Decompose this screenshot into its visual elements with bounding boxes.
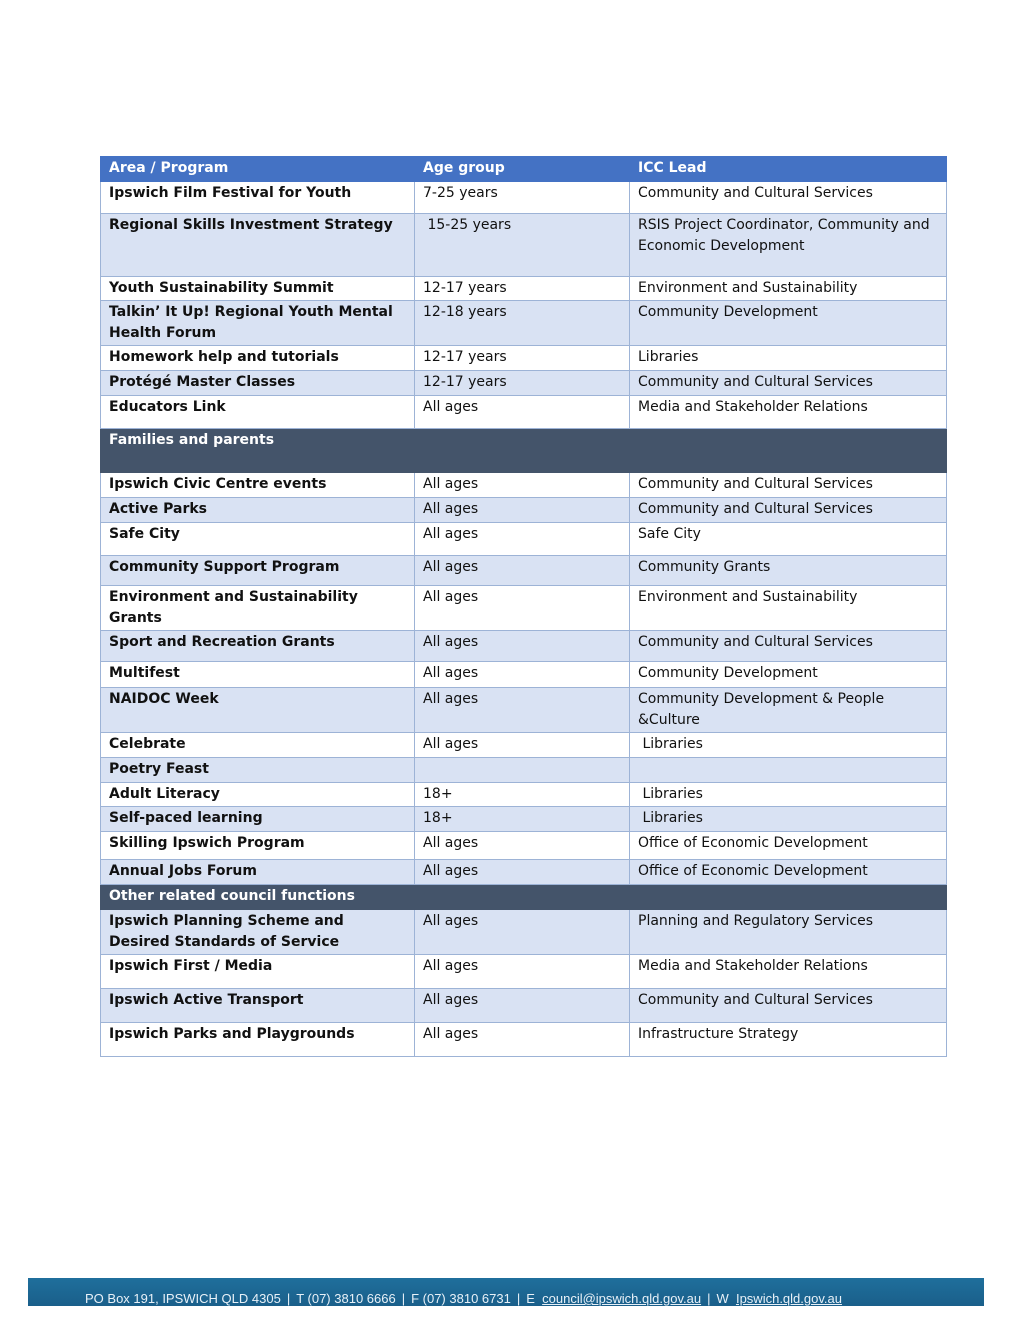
cell-icc-lead: Community and Cultural Services (630, 182, 947, 214)
cell-icc-lead: Environment and Sustainability (630, 586, 947, 631)
cell-age-group: All ages (415, 662, 630, 688)
cell-program: Ipswich Civic Centre events (101, 473, 415, 498)
table-row (101, 758, 947, 783)
header-area-program: Area / Program (101, 157, 415, 182)
table-row (101, 586, 947, 631)
cell-age-group: 18+ (415, 807, 630, 832)
cell-icc-lead: Libraries (630, 807, 947, 832)
cell-program: Ipswich Planning Scheme and Desired Standards of Service (101, 910, 415, 955)
cell-icc-lead: Libraries (630, 733, 947, 758)
cell-icc-lead: Media and Stakeholder Relations (630, 396, 947, 429)
footer-address: PO Box 191, IPSWICH QLD 4305 (85, 1291, 281, 1306)
table-row (101, 860, 947, 885)
cell-program: Safe City (101, 523, 415, 556)
table-header-row (101, 157, 947, 182)
cell-icc-lead: Community Grants (630, 556, 947, 586)
cell-icc-lead: Environment and Sustainability (630, 277, 947, 301)
table-row (101, 498, 947, 523)
header-icc-lead: ICC Lead (630, 157, 947, 182)
cell-age-group: All ages (415, 733, 630, 758)
programs-table (100, 156, 947, 1057)
table-row (101, 556, 947, 586)
cell-program: Skilling Ipswich Program (101, 832, 415, 860)
cell-age-group: 12-17 years (415, 346, 630, 371)
footer-web-link[interactable]: Ipswich.qld.gov.au (735, 1291, 842, 1306)
table-row (101, 910, 947, 955)
table-row (101, 277, 947, 301)
cell-age-group: All ages (415, 832, 630, 860)
table-row (101, 214, 947, 277)
cell-program: Ipswich Active Transport (101, 989, 415, 1023)
page-footer: PO Box 191, IPSWICH QLD 4305 | T (07) 3810 6666 | F (07) 3810 6731 | E council@ipswich.qld.gov.au | W Ipswich.qld.gov.au (28, 1278, 984, 1306)
footer-email-link[interactable]: council@ipswich.qld.gov.au (542, 1291, 702, 1306)
cell-program: Celebrate (101, 733, 415, 758)
table-row (101, 301, 947, 346)
cell-age-group: All ages (415, 860, 630, 885)
footer-fax: F (07) 3810 6731 (411, 1291, 511, 1306)
table-row (101, 346, 947, 371)
cell-program: Sport and Recreation Grants (101, 631, 415, 662)
cell-icc-lead: Infrastructure Strategy (630, 1023, 947, 1057)
cell-age-group: All ages (415, 498, 630, 523)
cell-program: Talkin’ It Up! Regional Youth Mental Health Forum (101, 301, 415, 346)
cell-icc-lead: Community Development (630, 662, 947, 688)
table-row (101, 1023, 947, 1057)
table-row (101, 662, 947, 688)
cell-age-group: All ages (415, 989, 630, 1023)
table-row (101, 371, 947, 396)
cell-icc-lead: Community and Cultural Services (630, 498, 947, 523)
cell-program: Homework help and tutorials (101, 346, 415, 371)
cell-age-group: All ages (415, 556, 630, 586)
cell-age-group: All ages (415, 473, 630, 498)
cell-icc-lead: Libraries (630, 783, 947, 807)
table-row (101, 989, 947, 1023)
cell-icc-lead: Community and Cultural Services (630, 989, 947, 1023)
table-row (101, 523, 947, 556)
table-row (101, 783, 947, 807)
cell-icc-lead (630, 758, 947, 783)
cell-program: Protégé Master Classes (101, 371, 415, 396)
cell-icc-lead: Libraries (630, 346, 947, 371)
cell-icc-lead: Safe City (630, 523, 947, 556)
cell-icc-lead: Community and Cultural Services (630, 631, 947, 662)
cell-program: Ipswich First / Media (101, 955, 415, 989)
table-row (101, 955, 947, 989)
footer-web-label: W (716, 1291, 729, 1306)
cell-program: Active Parks (101, 498, 415, 523)
cell-program: Educators Link (101, 396, 415, 429)
cell-age-group: All ages (415, 586, 630, 631)
cell-program: Regional Skills Investment Strategy (101, 214, 415, 277)
header-age-group: Age group (415, 157, 630, 182)
cell-program: Poetry Feast (101, 758, 415, 783)
table-row (101, 688, 947, 733)
cell-icc-lead: Community and Cultural Services (630, 473, 947, 498)
cell-age-group: All ages (415, 910, 630, 955)
cell-age-group: 18+ (415, 783, 630, 807)
cell-age-group (415, 758, 630, 783)
section-label: Families and parents (101, 429, 947, 473)
cell-program: Ipswich Film Festival for Youth (101, 182, 415, 214)
section-header-row (101, 429, 947, 473)
cell-icc-lead: Community Development & People &Culture (630, 688, 947, 733)
cell-icc-lead: Planning and Regulatory Services (630, 910, 947, 955)
table-row (101, 631, 947, 662)
cell-age-group: All ages (415, 631, 630, 662)
cell-age-group: All ages (415, 1023, 630, 1057)
cell-icc-lead: RSIS Project Coordinator, Community and Economic Development (630, 214, 947, 277)
table-row (101, 182, 947, 214)
cell-program: Multifest (101, 662, 415, 688)
section-header-row (101, 885, 947, 910)
cell-age-group: 12-18 years (415, 301, 630, 346)
cell-program: Environment and Sustainability Grants (101, 586, 415, 631)
table-row (101, 832, 947, 860)
cell-age-group: 7-25 years (415, 182, 630, 214)
section-label: Other related council functions (101, 885, 947, 910)
cell-age-group: All ages (415, 955, 630, 989)
cell-program: NAIDOC Week (101, 688, 415, 733)
table-row (101, 807, 947, 832)
cell-age-group: All ages (415, 688, 630, 733)
footer-phone: T (07) 3810 6666 (296, 1291, 396, 1306)
cell-icc-lead: Community Development (630, 301, 947, 346)
footer-email-label: E (526, 1291, 535, 1306)
table-row (101, 733, 947, 758)
cell-program: Self-paced learning (101, 807, 415, 832)
cell-icc-lead: Community and Cultural Services (630, 371, 947, 396)
cell-program: Youth Sustainability Summit (101, 277, 415, 301)
cell-program: Adult Literacy (101, 783, 415, 807)
cell-age-group: All ages (415, 396, 630, 429)
cell-age-group: 12-17 years (415, 277, 630, 301)
cell-icc-lead: Media and Stakeholder Relations (630, 955, 947, 989)
table-row (101, 473, 947, 498)
table-row (101, 396, 947, 429)
cell-icc-lead: Office of Economic Development (630, 860, 947, 885)
cell-program: Ipswich Parks and Playgrounds (101, 1023, 415, 1057)
cell-program: Annual Jobs Forum (101, 860, 415, 885)
cell-age-group: 12-17 years (415, 371, 630, 396)
cell-age-group: 15-25 years (415, 214, 630, 277)
cell-age-group: All ages (415, 523, 630, 556)
cell-program: Community Support Program (101, 556, 415, 586)
cell-icc-lead: Office of Economic Development (630, 832, 947, 860)
